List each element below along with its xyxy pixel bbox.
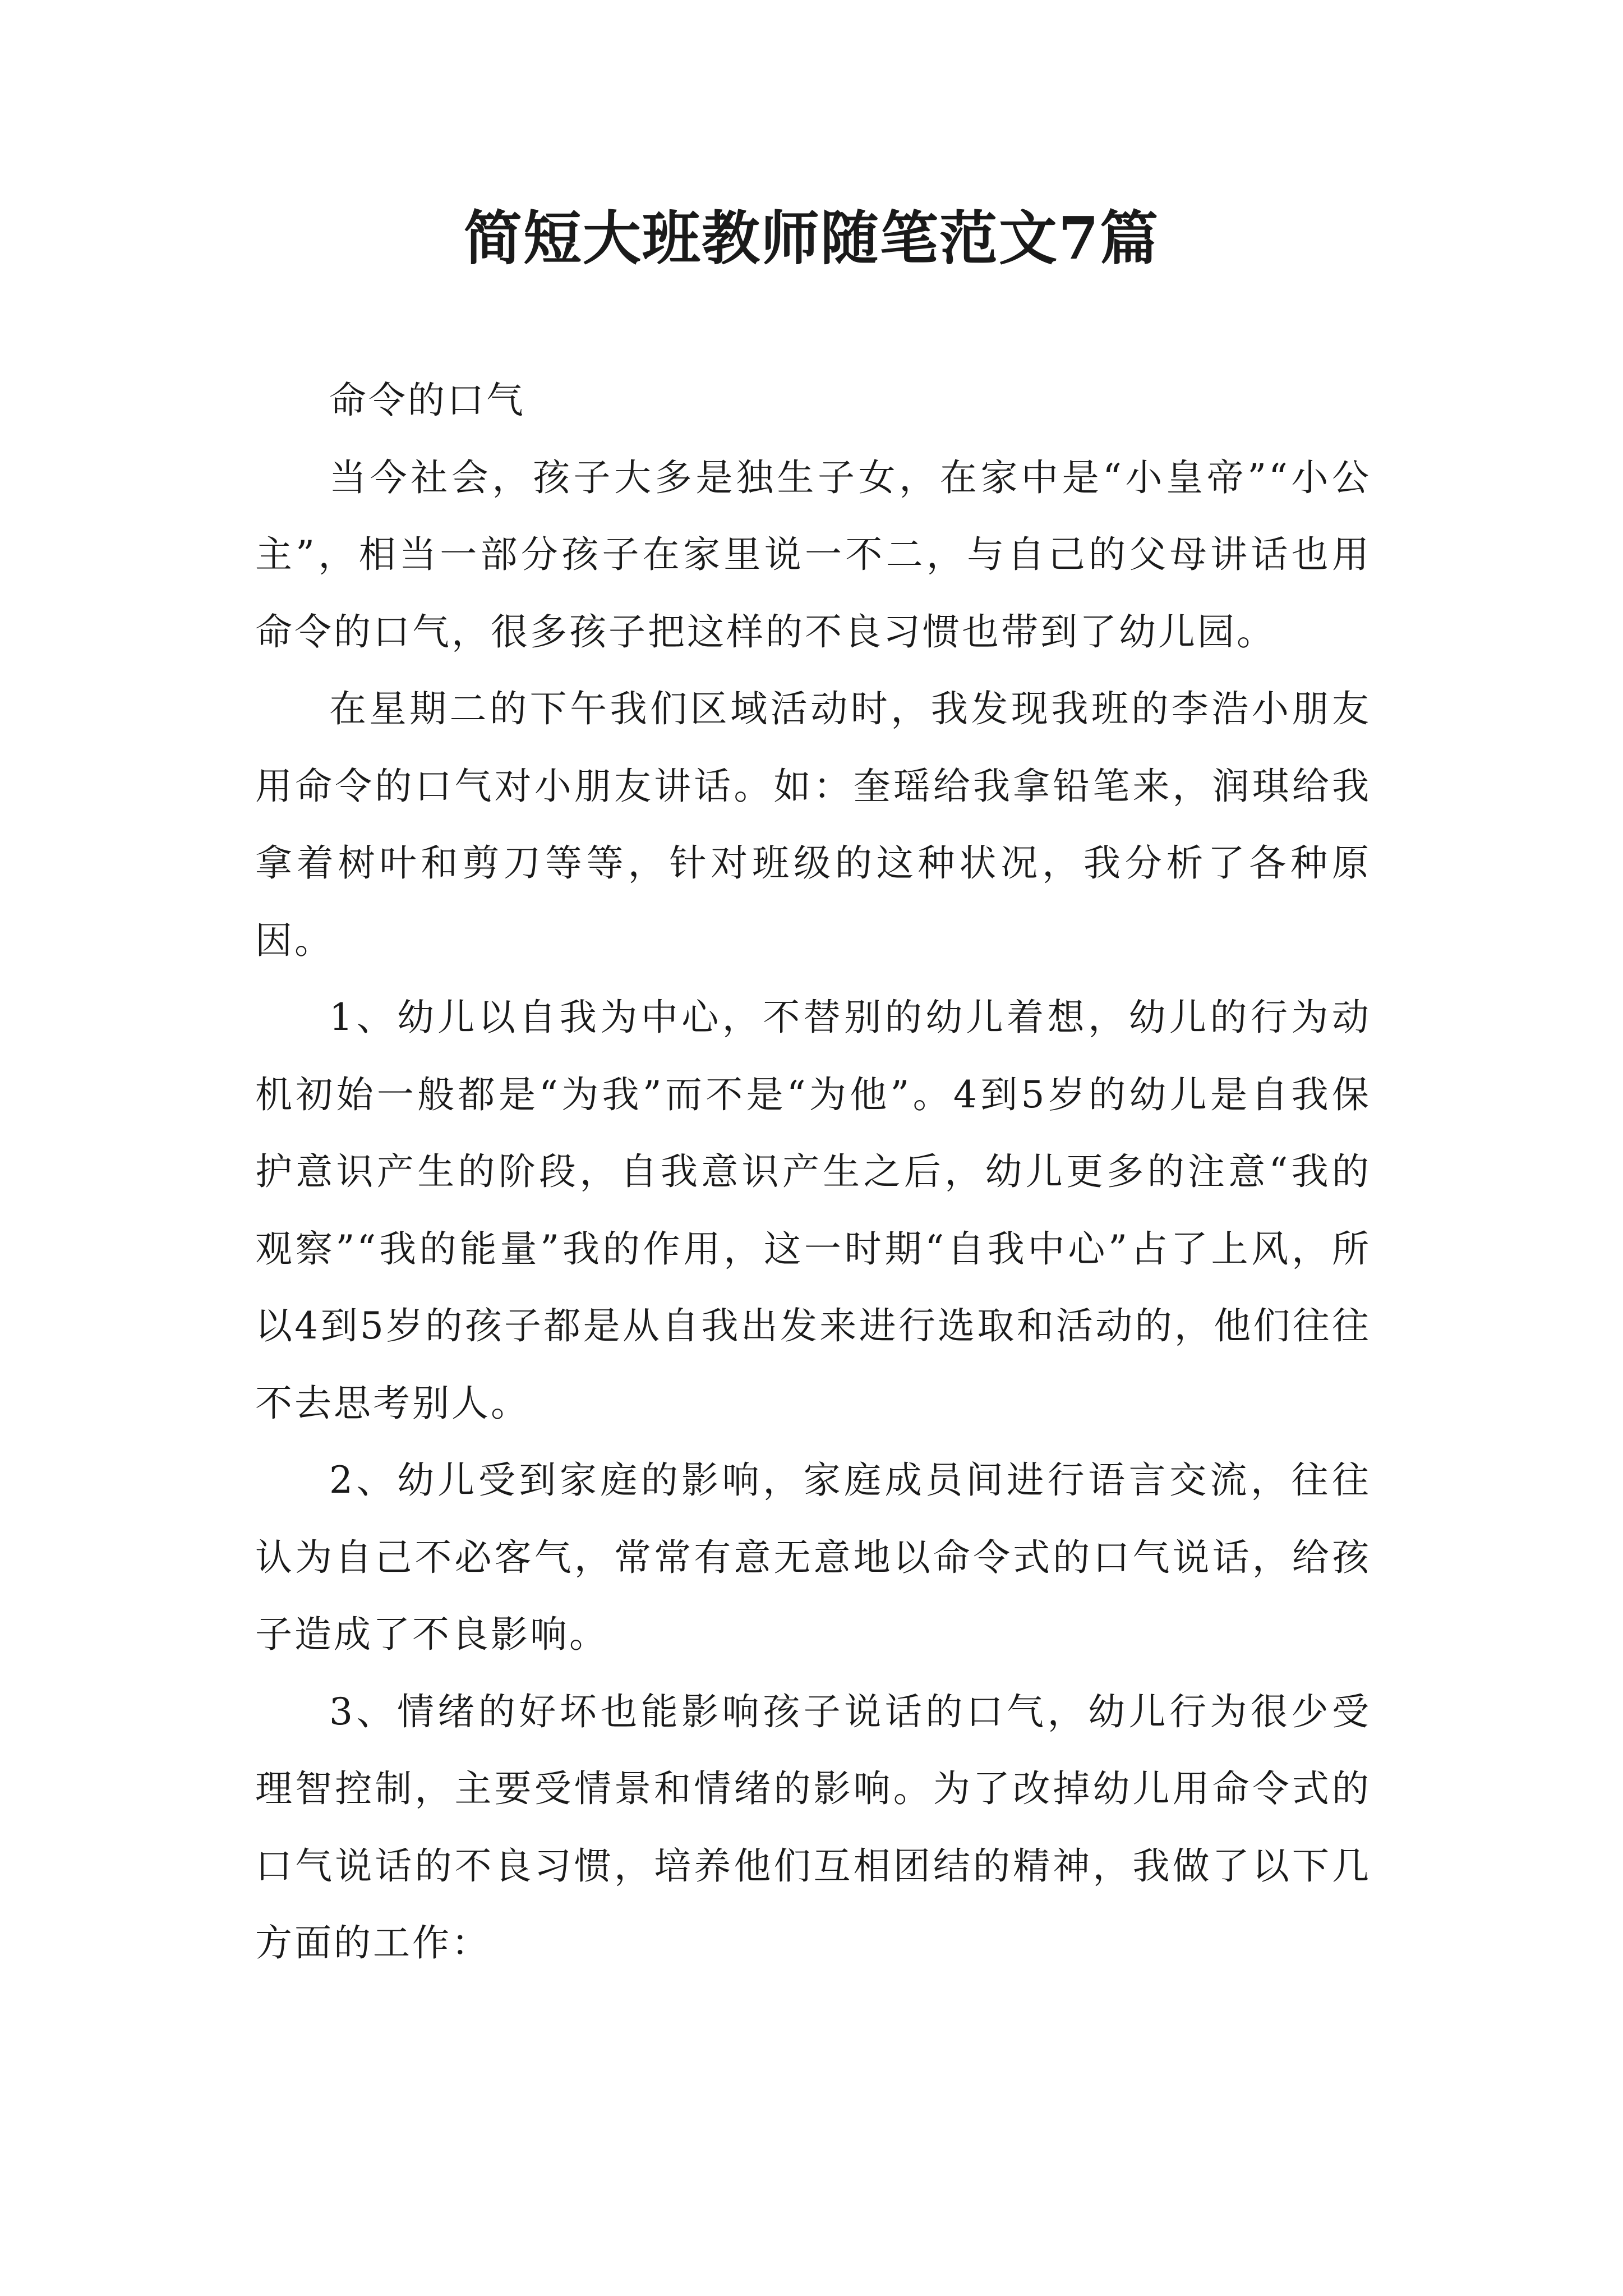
paragraph: 3、情绪的好坏也能影响孩子说话的口气，幼儿行为很少受理智控制，主要受情景和情绪的影响。为了改掉幼儿用命令式的口气说话的不良习惯，培养他们互相团结的精神，我做了以下几方面的工作： — [255, 1690, 1371, 1964]
document-title: 简短大班教师随笔范文7篇 — [463, 204, 1160, 273]
section-heading: 命令的口气 — [329, 379, 525, 422]
paragraph: 1、幼儿以自我为中心，不替别的幼儿着想，幼儿的行为动机初始一般都是“为我”而不是“为他”。4到5岁的幼儿是自我保护意识产生的阶段，自我意识产生之后，幼儿更多的注意“我的观察”“我的能量”我的作用，这一时期“自我中心”占了上风，所以4到5岁的孩子都是从自我出发来进行选取和活动的，他们往往不去思考别人。 — [255, 996, 1371, 1425]
paragraph: 在星期二的下午我们区域活动时，我发现我班的李浩小朋友用命令的口气对小朋友讲话。如：奎瑶给我拿铅笔来，润琪给我拿着树叶和剪刀等等，针对班级的这种状况，我分析了各种原因。 — [255, 687, 1371, 962]
document-body — [255, 362, 1371, 1982]
paragraph: 2、幼儿受到家庭的影响，家庭成员间进行语言交流，往往认为自己不必客气，常常有意无意地以命令式的口气说话，给孩子造成了不良影响。 — [255, 1458, 1371, 1656]
paragraph: 当今社会，孩子大多是独生子女，在家中是“小皇帝”“小公主”，相当一部分孩子在家里说一不二，与自己的父母讲话也用命令的口气，很多孩子把这样的不良习惯也带到了幼儿园。 — [255, 455, 1371, 654]
